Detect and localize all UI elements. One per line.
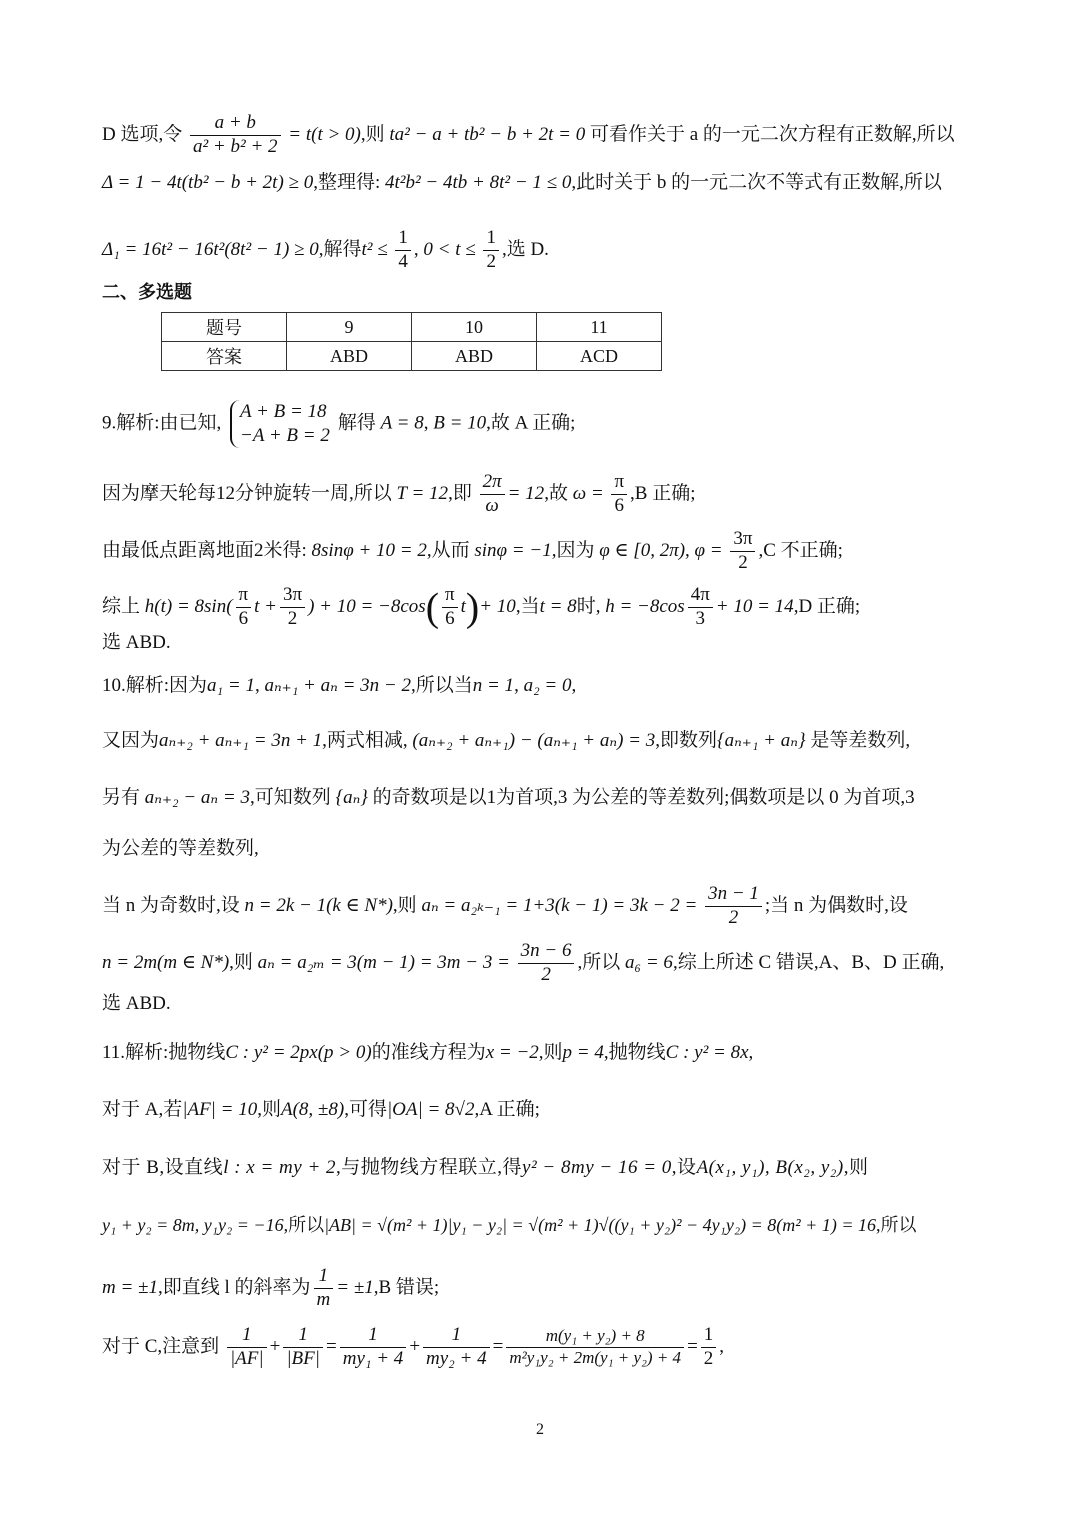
fraction: $\frac{1}{2}$ xyxy=(483,228,499,273)
math: ta² − a + tb² − b + 2t = 0 xyxy=(389,123,586,145)
fraction: $\frac{1}{m}$ xyxy=(314,1266,334,1311)
text: ,可知数列 xyxy=(249,787,331,808)
math: {aₙ₊₁ + aₙ} xyxy=(717,730,806,751)
text: ,则 xyxy=(538,1042,563,1063)
answer-table xyxy=(161,312,662,371)
table-cell: 11 xyxy=(537,313,662,342)
d-option-line-1 xyxy=(102,113,980,158)
q9-line-1 xyxy=(102,400,980,448)
text: 对于 C,注意到 xyxy=(102,1335,220,1357)
text: ,则 xyxy=(843,1157,869,1178)
text: 时, xyxy=(576,595,601,617)
text: 的奇数项是以1为首项,3 为公差的等差数列;偶数项是以 0 为首项,3 xyxy=(372,787,915,808)
q10-line-6 xyxy=(102,941,980,986)
text: ,所以 xyxy=(875,1215,917,1235)
math: y₁ + y₂ = 8m, y₁y₂ = −16 xyxy=(102,1215,284,1235)
q9-line-3 xyxy=(102,529,980,574)
q11-line-6 xyxy=(102,1325,980,1370)
text: 因为摩天轮每12分钟旋转一周,所以 xyxy=(102,482,392,504)
math: a₁ = 1 xyxy=(207,675,255,696)
fraction: $\frac{1}{\text{my₂ + 4}}$ xyxy=(423,1325,490,1370)
section-heading: 二、多选题 xyxy=(102,282,192,303)
page-number: 2 xyxy=(536,1421,544,1438)
math: t = 8 xyxy=(539,595,577,617)
fraction: $\frac{\pi}{6}$ xyxy=(236,585,252,630)
q9-line-5: 选 ABD. xyxy=(102,632,171,653)
table-cell: 10 xyxy=(412,313,537,342)
text: ,所以当 xyxy=(410,675,473,696)
text: D 选项,令 xyxy=(102,123,183,145)
fraction: $\frac{2\pi}{\omega}$ xyxy=(480,472,505,517)
math: aₙ = a₂ₘ = 3(m − 1) = 3m − 3 = xyxy=(257,951,510,973)
d-option-line-3 xyxy=(102,228,980,273)
q11-line-4 xyxy=(102,1212,980,1238)
text: 综上 xyxy=(102,595,141,617)
math: = 12 xyxy=(507,482,545,504)
math: 4t²b² − 4tb + 8t² − 1 ≤ 0 xyxy=(385,172,572,193)
text: 当 n 为奇数时,设 xyxy=(102,894,240,916)
math: y² − 8my − 16 = 0 xyxy=(522,1157,672,1178)
text: 是等差数列, xyxy=(810,730,911,751)
q11-line-1 xyxy=(102,1040,980,1066)
text: ,故 xyxy=(544,482,568,504)
math: φ ∈ [0, 2π) xyxy=(599,539,686,561)
text: ,D 正确; xyxy=(793,595,861,617)
text: ,C 不正确; xyxy=(758,539,843,561)
text: , xyxy=(719,1335,725,1357)
math: aₙ₊₂ + aₙ₊₁ = 3n + 1 xyxy=(159,730,323,751)
math: n = 1 xyxy=(472,675,515,696)
text: 对于 B,设直线 xyxy=(102,1157,224,1178)
q9-line-4 xyxy=(102,585,980,630)
text: ,即数列 xyxy=(655,730,717,751)
text: 由最低点距离地面2米得: xyxy=(102,539,307,561)
q11-line-5 xyxy=(102,1266,980,1311)
paren: ( xyxy=(425,584,440,630)
math: t + xyxy=(254,595,277,617)
math: p = 4 xyxy=(562,1042,604,1063)
math: l : x = my + 2 xyxy=(223,1157,337,1178)
text: , xyxy=(748,1042,754,1063)
text: ,则 xyxy=(392,894,417,916)
text: 可看作关于 a 的一元二次方程有正数解,所以 xyxy=(590,123,955,145)
equation-system: A + B = 18 −A + B = 2 xyxy=(230,400,334,448)
math: + 10 xyxy=(479,595,516,617)
table-cell: 题号 xyxy=(162,313,287,342)
fraction: $\frac{1}{2}$ xyxy=(701,1325,717,1370)
text: ,则 xyxy=(360,123,385,145)
text: ,则 xyxy=(229,951,253,973)
math: = t(t > 0) xyxy=(288,123,361,145)
math: A = 8 xyxy=(380,412,424,434)
q10-line-1 xyxy=(102,673,980,699)
math: C : y² = 2px(p > 0) xyxy=(225,1042,372,1063)
math: 8sinφ + 10 = 2 xyxy=(311,539,427,561)
math: Δ₁ = 16t² − 16t²(8t² − 1) ≥ 0 xyxy=(102,238,319,260)
operator: + xyxy=(409,1335,421,1357)
text: , xyxy=(423,412,429,434)
math: A(8, ±8) xyxy=(280,1099,345,1120)
text: , xyxy=(254,675,260,696)
math: aₙ = a₂ₖ₋₁ = 1+3(k − 1) = 3k − 2 = xyxy=(421,894,698,916)
math: sinφ = −1 xyxy=(474,539,552,561)
text: 的准线方程为 xyxy=(371,1042,486,1063)
text: ,B 错误; xyxy=(373,1276,440,1298)
text: 9.解析:由已知, xyxy=(102,412,222,434)
q11-line-2 xyxy=(102,1097,980,1123)
text: ,故 A 正确; xyxy=(486,412,576,434)
text: ,与抛物线方程联立,得 xyxy=(336,1157,523,1178)
q10-line-2 xyxy=(102,728,980,754)
math: ω = xyxy=(572,482,604,504)
math: C : y² = 8x xyxy=(665,1042,749,1063)
text: ,综上所述 C 错误,A、B、D 正确, xyxy=(672,951,945,973)
text: ,解得 xyxy=(318,238,362,260)
fraction: $\frac{1}{4}$ xyxy=(395,228,411,273)
d-option-line-2 xyxy=(102,170,980,196)
fraction: $\frac{4\pi}{3}$ xyxy=(688,585,713,630)
operator: + xyxy=(269,1335,281,1357)
fraction: $\frac{3n - 1}{2}$ xyxy=(705,884,762,929)
q9-line-2 xyxy=(102,472,980,517)
table-cell: ACD xyxy=(537,342,662,371)
math: ) + 10 = −8cos xyxy=(308,595,426,617)
table-cell: 答案 xyxy=(162,342,287,371)
text: ,所以 xyxy=(283,1215,325,1235)
table-cell: 9 xyxy=(287,313,412,342)
text: ,A 正确; xyxy=(474,1099,540,1120)
text: ,可得 xyxy=(344,1099,387,1120)
table-cell: ABD xyxy=(287,342,412,371)
fraction: $\frac{a + b}{\text{a² + b² + 2}}$ xyxy=(190,113,281,158)
text: 11.解析:抛物线 xyxy=(102,1042,226,1063)
math: φ = xyxy=(694,539,723,561)
math: + 10 = 14 xyxy=(715,595,794,617)
fraction: $\frac{1}{\text{my₁ + 4}}$ xyxy=(340,1325,407,1370)
text: , xyxy=(685,539,690,561)
text: ,所以 xyxy=(577,951,621,973)
text: 10.解析:因为 xyxy=(102,675,208,696)
math: = ±1 xyxy=(336,1276,374,1298)
math: T = 12 xyxy=(396,482,449,504)
math: {aₙ} xyxy=(335,787,368,808)
math: Δ = 1 − 4t(tb² − b + 2t) ≥ 0 xyxy=(102,172,314,193)
math: h(t) = 8sin( xyxy=(144,595,233,617)
fraction: $\frac{3n - 6}{2}$ xyxy=(518,941,575,986)
text: ,因为 xyxy=(551,539,595,561)
text: 另有 xyxy=(102,787,141,808)
fraction: $\frac{1}{|AF|}$ xyxy=(227,1325,267,1370)
math: n = 2m(m ∈ N*) xyxy=(102,951,230,973)
math: aₙ₊₂ − aₙ = 3 xyxy=(144,787,250,808)
math: m = ±1 xyxy=(102,1276,158,1298)
text: , xyxy=(571,675,577,696)
fraction: $\frac{\pi}{6}$ xyxy=(611,472,627,517)
operator: = xyxy=(687,1335,698,1357)
math: aₙ₊₁ + aₙ = 3n − 2 xyxy=(264,675,411,696)
text: ,即直线 l 的斜率为 xyxy=(157,1276,311,1298)
math: n = 2k − 1(k ∈ N*) xyxy=(244,894,393,916)
text: , xyxy=(514,675,519,696)
table-row xyxy=(162,313,662,342)
text: ,从而 xyxy=(426,539,470,561)
math: a₆ = 6 xyxy=(625,951,673,973)
fraction: $\frac{1}{|BF|}$ xyxy=(283,1325,323,1370)
text: ,此时关于 b 的一元二次不等式有正数解,所以 xyxy=(571,172,942,193)
text: ,选 D. xyxy=(501,238,549,260)
math: |OA| = 8√2 xyxy=(386,1099,475,1120)
text: ;当 n 为偶数时,设 xyxy=(764,894,908,916)
math: h = −8cos xyxy=(605,595,685,617)
math: x = −2 xyxy=(485,1042,539,1063)
fraction: $\frac{3\pi}{2}$ xyxy=(730,529,755,574)
text: , xyxy=(413,238,419,260)
math: t² ≤ xyxy=(361,238,388,260)
fraction: $\frac{\pi}{6}$ xyxy=(442,585,458,630)
table-row xyxy=(162,342,662,371)
math: |AF| = 10 xyxy=(182,1099,258,1120)
text: ,则 xyxy=(257,1099,281,1120)
math: (aₙ₊₂ + aₙ₊₁) − (aₙ₊₁ + aₙ) = 3 xyxy=(412,730,656,751)
math: 0 < t ≤ xyxy=(423,238,476,260)
q10-line-5 xyxy=(102,884,980,929)
math: a₂ = 0 xyxy=(523,675,572,696)
q10-line-4: 为公差的等差数列, xyxy=(102,838,259,859)
fraction: $\frac{3\pi}{2}$ xyxy=(280,585,305,630)
text: ,两式相减, xyxy=(322,730,408,751)
math: |AB| = √(m² + 1)|y₁ − y₂| = √(m² + 1)√((y₁ + y₂)² − 4y₁y₂) = 8(m² + 1) = 16 xyxy=(324,1215,876,1235)
text: ,抛物线 xyxy=(603,1042,666,1063)
text: ,当 xyxy=(515,595,540,617)
math: t xyxy=(460,595,466,617)
text: ,B 正确; xyxy=(630,482,696,504)
q11-line-3 xyxy=(102,1155,980,1181)
text: ,设 xyxy=(671,1157,697,1178)
operator: = xyxy=(326,1335,337,1357)
paren: ) xyxy=(465,584,480,630)
text: 对于 A,若 xyxy=(102,1099,183,1120)
operator: = xyxy=(492,1335,504,1357)
q10-line-7: 选 ABD. xyxy=(102,993,171,1014)
text: ,即 xyxy=(448,482,472,504)
text: 解得 xyxy=(337,412,376,434)
text: ,整理得: xyxy=(313,172,381,193)
math: B = 10 xyxy=(433,412,487,434)
math: A(x₁, y₁), B(x₂, y₂) xyxy=(696,1157,844,1178)
text: 又因为 xyxy=(102,730,160,751)
q10-line-3 xyxy=(102,785,980,811)
table-cell: ABD xyxy=(412,342,537,371)
fraction: $\frac{\text{m(y₁ + y₂) + 8}}{\text{m²y₁y₂ + 2m(y₁ + y₂) + 4}}$ xyxy=(506,1327,684,1367)
